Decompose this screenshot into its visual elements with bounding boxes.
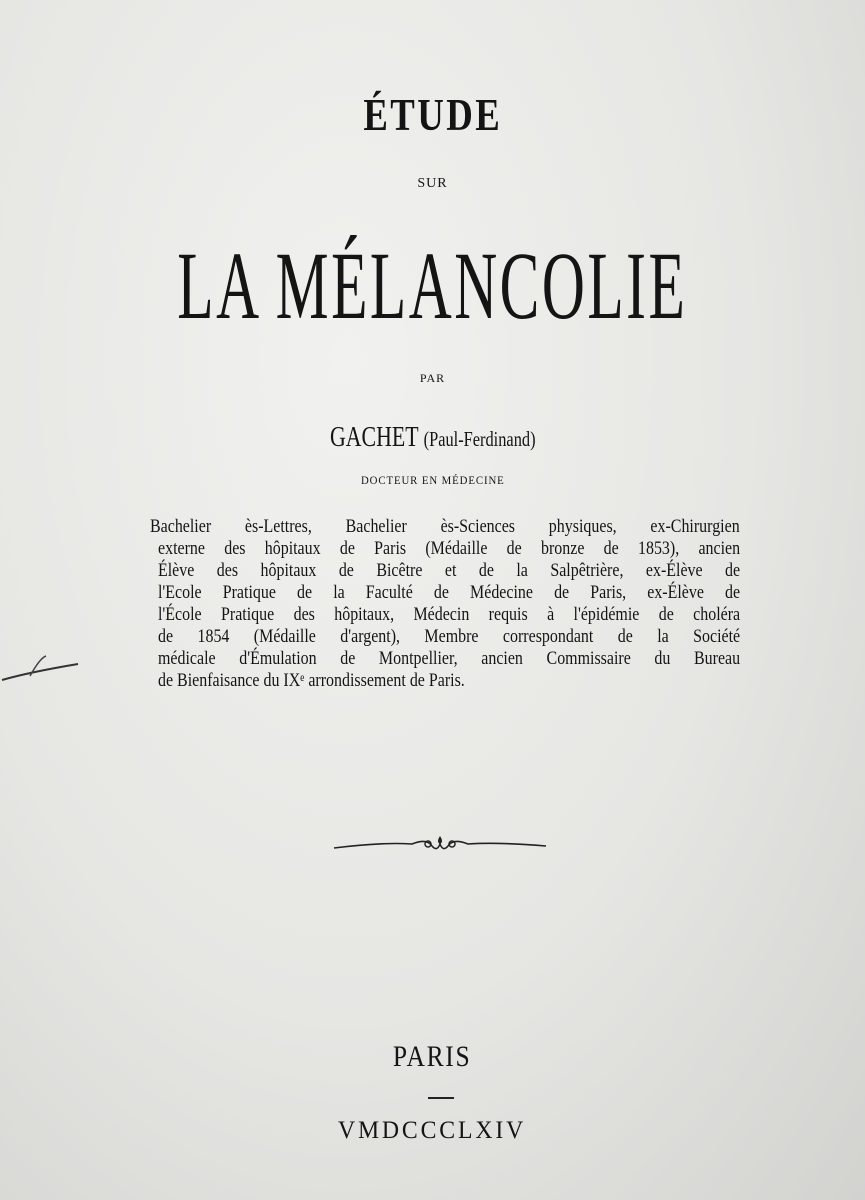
book-title: LA MÉLANCOLIE	[177, 232, 688, 339]
author-surname: GACHET	[329, 422, 418, 453]
credentials-line: l'École Pratique des hôpitaux, Médecin requis à l'épidémie de choléra	[158, 604, 741, 625]
ink-mark	[0, 650, 80, 690]
credentials-line: de Bienfaisance du IXᵉ arrondissement de Paris.	[158, 670, 465, 691]
credentials-line: de 1854 (Médaille d'argent), Membre correspondant de la Société	[158, 626, 741, 647]
credentials-line: Élève des hôpitaux de Bicêtre et de la Salpêtrière, ex-Élève de	[158, 560, 741, 581]
author-degree: DOCTEUR EN MÉDECINE	[360, 473, 505, 487]
divider-rule	[428, 1097, 454, 1099]
publication-place: PARIS	[393, 1040, 472, 1073]
credentials-line: Bachelier ès-Lettres, Bachelier ès-Sciences physiques, ex-Chirurgien	[150, 516, 740, 537]
by-label: PAR	[419, 371, 446, 385]
heading-etude: ÉTUDE	[363, 89, 502, 140]
credentials-line: l'Ecole Pratique de la Faculté de Médecine de Paris, ex-Élève de	[158, 582, 741, 603]
credentials-line: externe des hôpitaux de Paris (Médaille de bronze de 1853), ancien	[158, 538, 741, 559]
ornament-divider	[332, 832, 548, 858]
author-name	[0, 422, 865, 454]
credentials-line: médicale d'Émulation de Montpellier, ancien Commissaire du Bureau	[158, 648, 741, 669]
author-given-name: (Paul-Ferdinand)	[423, 427, 536, 451]
heading-sur: SUR	[417, 176, 448, 191]
publication-year: VMDCCCLXIV	[338, 1117, 527, 1144]
